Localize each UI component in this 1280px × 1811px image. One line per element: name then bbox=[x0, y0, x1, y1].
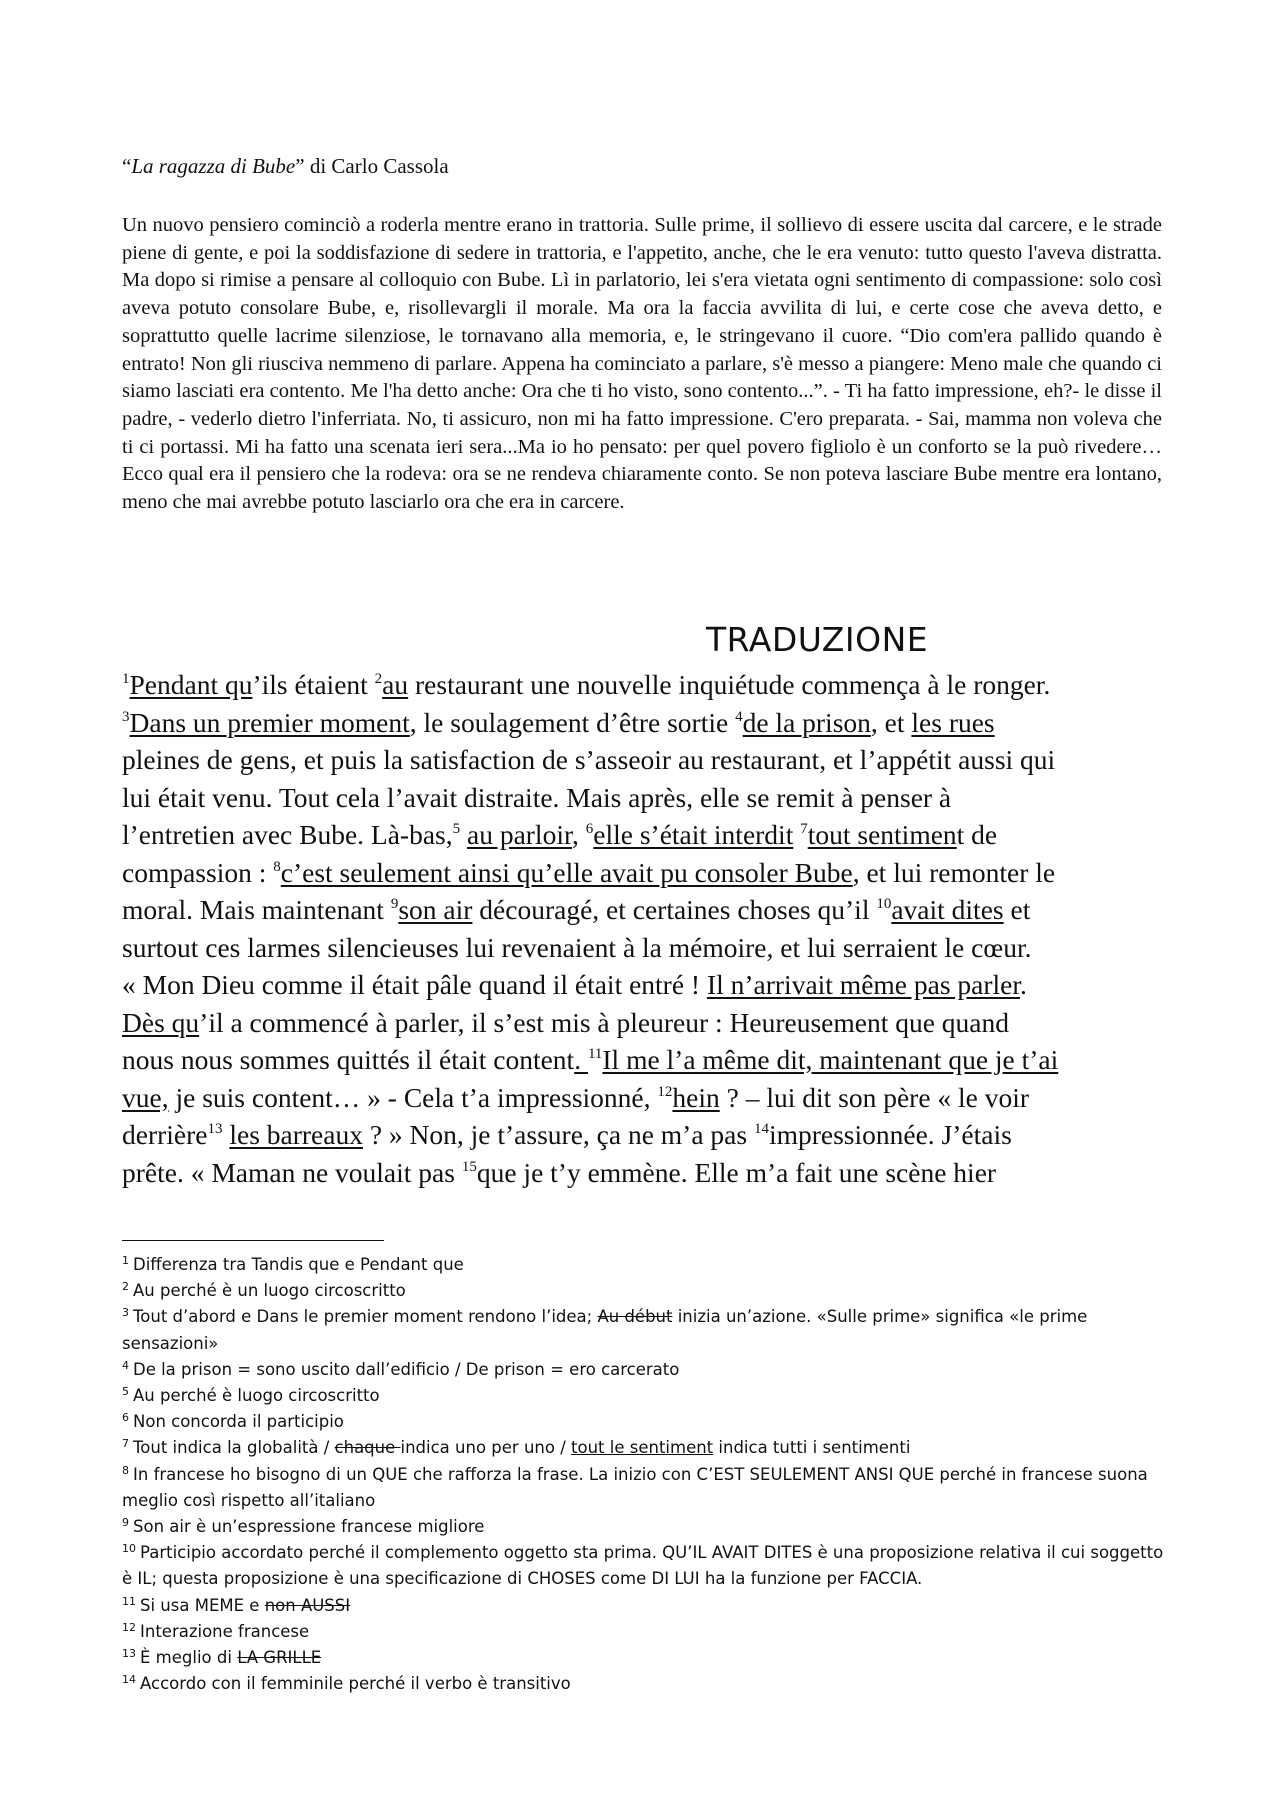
translation-line bbox=[122, 1154, 1162, 1192]
footnote-number: 11 bbox=[122, 1594, 136, 1608]
underlined-text: de la prison bbox=[742, 706, 871, 738]
translation-line bbox=[122, 779, 1162, 817]
underlined-text: Il n’arrivait même pas parler bbox=[706, 969, 1021, 1000]
footnote-item bbox=[122, 1593, 1172, 1619]
text-run: ’il a commencé à parler, il s’est mis à pleureur : Heureusement que quand bbox=[199, 1006, 1009, 1038]
text-run: Differenza tra Tandis que e Pendant que bbox=[133, 1255, 464, 1274]
text-run: ’ils étaient bbox=[252, 669, 375, 700]
footnote-item bbox=[122, 1383, 1172, 1409]
footnote-ref: 13 bbox=[207, 1121, 223, 1137]
text-run: , et lui remonter le bbox=[852, 856, 1056, 888]
struck-text: LA GRILLE bbox=[237, 1648, 322, 1668]
footnote-ref: 15 bbox=[461, 1158, 477, 1175]
text-run: È meglio di bbox=[140, 1648, 238, 1668]
footnote-number: 5 bbox=[122, 1385, 129, 1399]
footnote-number: 6 bbox=[122, 1411, 129, 1425]
struck-text: Au début bbox=[597, 1307, 673, 1327]
text-run: ? » Non, je t’assure, ça ne m’a pas bbox=[362, 1119, 754, 1150]
text-run: Interazione francese bbox=[140, 1621, 310, 1641]
translation-line bbox=[122, 1004, 1162, 1042]
text-run bbox=[460, 819, 467, 850]
underlined-text: c’est seulement ainsi qu’elle avait pu consoler Bube bbox=[280, 856, 853, 888]
translation-line bbox=[122, 929, 1162, 967]
footnote-ref: 3 bbox=[122, 708, 130, 725]
text-run: Son air è un’espressione francese migliore bbox=[133, 1517, 485, 1537]
footnote-ref: 10 bbox=[876, 896, 892, 912]
text-run: moral. Mais maintenant bbox=[122, 894, 391, 925]
footnote-ref: 1 bbox=[122, 671, 130, 687]
text-run: impressionnée. J’étais bbox=[768, 1119, 1012, 1150]
text-run: , le soulagement d’être sortie bbox=[409, 706, 736, 738]
title-quote-close: ” bbox=[295, 154, 305, 178]
text-run: et bbox=[1003, 894, 1031, 925]
text-run: compassion : bbox=[122, 856, 274, 888]
text-run: indica tutti i sentimenti bbox=[713, 1438, 911, 1458]
text-run: , bbox=[572, 819, 586, 850]
footnote-ref: 2 bbox=[374, 671, 383, 687]
text-run: indica uno per uno / bbox=[400, 1438, 572, 1458]
text-run: , et bbox=[870, 706, 912, 738]
translation-line bbox=[122, 816, 1162, 854]
footnote-separator bbox=[122, 1240, 384, 1241]
translation-line bbox=[122, 704, 1162, 742]
footnote-ref: 14 bbox=[753, 1121, 769, 1137]
text-run: prête. « Maman ne voulait pas bbox=[122, 1156, 462, 1188]
struck-text: chaque bbox=[334, 1438, 401, 1458]
footnote-item bbox=[122, 1409, 1172, 1435]
footnotes-list bbox=[122, 1252, 1172, 1697]
text-run: . bbox=[1020, 969, 1027, 1000]
text-run: De la prison = sono uscito dall’edificio / De prison = ero carcerato bbox=[133, 1359, 680, 1379]
french-translation bbox=[122, 666, 1162, 1191]
text-run: derrière bbox=[122, 1119, 208, 1150]
text-run: « Mon Dieu comme il était pâle quand il était entré ! bbox=[122, 969, 707, 1000]
translation-line bbox=[122, 891, 1162, 929]
underlined-text: son air bbox=[398, 894, 473, 925]
text-run: je suis content… » - Cela t’a impressionné, bbox=[168, 1081, 658, 1113]
footnote-item bbox=[122, 1671, 1172, 1697]
footnote-ref: 4 bbox=[735, 708, 743, 725]
footnote-item bbox=[122, 1278, 1172, 1304]
footnote-number: 2 bbox=[122, 1280, 129, 1294]
footnote-item bbox=[122, 1357, 1172, 1383]
text-run: t de bbox=[956, 819, 998, 850]
footnote-number: 3 bbox=[122, 1306, 129, 1320]
document-title bbox=[122, 152, 1162, 180]
footnote-number: 1 bbox=[122, 1254, 129, 1267]
text-run: In francese ho bisogno di un QUE che rafforza la frase. La inizio con C’EST SEULEMENT ANSI QUE perché in francese suona meglio così rispetto all’italiano bbox=[122, 1464, 1148, 1510]
footnote-ref: 5 bbox=[452, 821, 461, 837]
footnote-item bbox=[122, 1252, 1172, 1278]
translation-heading: TRADUZIONE bbox=[706, 620, 929, 659]
footnote-ref: 11 bbox=[587, 1046, 603, 1062]
underlined-text: tout sentimen bbox=[807, 819, 957, 850]
footnote-number: 10 bbox=[122, 1542, 136, 1556]
underlined-text: Pendant qu bbox=[129, 669, 253, 700]
text-run: l’entretien avec Bube. Là-bas, bbox=[122, 819, 453, 850]
footnote-item bbox=[122, 1514, 1172, 1540]
text-run: Non concorda il participio bbox=[133, 1412, 344, 1432]
text-run: nous nous sommes quittés il était content bbox=[122, 1044, 575, 1075]
title-author: di Carlo Cassola bbox=[304, 154, 449, 178]
underlined-text: tout le sentiment bbox=[571, 1438, 714, 1458]
underlined-text: . bbox=[574, 1044, 588, 1075]
underlined-text: au bbox=[382, 669, 409, 700]
underlined-text: elle s’était interdit bbox=[593, 819, 794, 850]
underlined-text: les barreaux bbox=[229, 1119, 363, 1150]
underlined-text: Dès qu bbox=[122, 1006, 200, 1038]
translation-line bbox=[122, 666, 1162, 704]
text-run: inizia un’azione. «Sulle prime» significa «le prime sensazioni» bbox=[122, 1307, 1088, 1353]
footnote-number: 12 bbox=[122, 1620, 136, 1634]
text-run: Au perché è un luogo circoscritto bbox=[133, 1281, 406, 1301]
footnote-number: 9 bbox=[122, 1516, 129, 1530]
footnote-ref: 6 bbox=[585, 821, 594, 837]
text-run: ? – lui dit son père « le voir bbox=[719, 1081, 1030, 1113]
footnote-number: 14 bbox=[122, 1673, 136, 1687]
underlined-text: vue, bbox=[122, 1081, 169, 1113]
underlined-text: hein bbox=[672, 1081, 720, 1113]
footnote-item bbox=[122, 1619, 1172, 1645]
translation-line bbox=[122, 1116, 1162, 1154]
book-title: La ragazza di Bube bbox=[131, 154, 296, 178]
footnote-number: 7 bbox=[122, 1437, 129, 1451]
text-run: Participio accordato perché il complemento oggetto sta prima. QU’IL AVAIT DITES è una proposizione relativa il cui soggetto è IL; questa proposizione è una specificazione di CHOSES come DI LUI ha la funzione per FACCIA. bbox=[122, 1543, 1164, 1589]
underlined-text: les rues bbox=[911, 706, 995, 738]
title-quote-open: “ bbox=[122, 154, 132, 178]
underlined-text: Il me l’a même dit, maintenant que je t’ai bbox=[602, 1044, 1059, 1075]
text-run: Tout indica la globalità / bbox=[133, 1438, 335, 1458]
text-run: restaurant une nouvelle inquiétude commença à le ronger. bbox=[408, 669, 1051, 700]
text-run: Accordo con il femminile perché il verbo è transitivo bbox=[140, 1674, 571, 1694]
footnote-number: 4 bbox=[122, 1358, 129, 1372]
underlined-text: avait dites bbox=[891, 894, 1004, 925]
footnote-item bbox=[122, 1645, 1172, 1671]
struck-text: non AUSSI bbox=[264, 1595, 351, 1615]
footnote-ref: 8 bbox=[273, 858, 281, 875]
footnote-ref: 12 bbox=[657, 1083, 673, 1100]
text-run: Au perché è luogo circoscritto bbox=[133, 1386, 380, 1406]
text-run: lui était venu. Tout cela l’avait distraite. Mais après, elle se remit à penser à bbox=[122, 781, 952, 813]
footnote-item bbox=[122, 1462, 1172, 1514]
translation-line bbox=[122, 966, 1162, 1004]
text-run: pleines de gens, et puis la satisfaction de s’asseoir au restaurant, et l’appétit aussi qui bbox=[122, 744, 1056, 775]
text-run: découragé, et certaines choses qu’il bbox=[472, 894, 877, 925]
text-run: que je t’y emmène. Elle m’a fait une scène hier bbox=[476, 1156, 997, 1188]
footnote-number: 8 bbox=[122, 1463, 129, 1477]
footnote-item bbox=[122, 1540, 1172, 1592]
text-run: Si usa MEME e bbox=[140, 1595, 265, 1615]
footnote-item bbox=[122, 1435, 1172, 1461]
text-run: surtout ces larmes silencieuses lui revenaient à la mémoire, et lui serraient le cœur. bbox=[122, 931, 1032, 963]
footnote-number: 13 bbox=[122, 1647, 136, 1661]
original-italian-text: Un nuovo pensiero cominciò a roderla mentre erano in trattoria. Sulle prime, il sollievo di essere uscita dal carcere, e le strade piene di gente, e poi la soddisfazione di sedere in trattoria, e l'appetito, anche, che le era venuto: tutto questo l'aveva distratta. Ma dopo si rimise a pensare al colloquio con Bube. Lì in parlatorio, lei s'era vietata ogni sentimento di compassione: solo così aveva potuto consolare Bube, e, risollevargli il morale. Ma ora la faccia avvilita di lui, e certe cose che aveva detto, e soprattutto quelle lacrime silenziose, le tornavano alla memoria, e, le stringevano il cuore. “Dio com'era pallido quando è entrato! Non gli riusciva nemmeno di parlare. Appena ha cominciato a parlare, s'è messo a piangere: Meno male che quando ci siamo lasciati era contento. Me l'ha detto anche: Ora che ti ho visto, sono contento...”. - Ti ha fatto impressione, eh?- le disse il padre, - vederlo dietro l'inferriata. No, ti assicuro, non mi ha fatto impressione. C'ero preparata. - Sai, mamma non voleva che ti ci portassi. Mi ha fatto una scenata ieri sera...Ma io ho pensato: per quel povero figliolo è un conforto se la può rivedere…Ecco qual era il pensiero che la rodeva: ora se ne rendeva chiaramente conto. Se non poteva lasciare Bube mentre era lontano, meno che mai avrebbe potuto lasciarlo ora che era in carcere. bbox=[122, 214, 1162, 514]
translation-line bbox=[122, 854, 1162, 892]
translation-line bbox=[122, 1041, 1162, 1079]
footnote-item bbox=[122, 1304, 1172, 1356]
footnote-ref: 7 bbox=[800, 821, 808, 837]
text-run: Tout d’abord e Dans le premier moment rendono l’idea; bbox=[133, 1307, 598, 1327]
footnote-ref: 9 bbox=[390, 896, 399, 912]
translation-line bbox=[122, 1079, 1162, 1117]
underlined-text: au parloir bbox=[466, 819, 573, 850]
translation-line bbox=[122, 741, 1162, 779]
underlined-text: Dans un premier moment bbox=[129, 706, 410, 738]
